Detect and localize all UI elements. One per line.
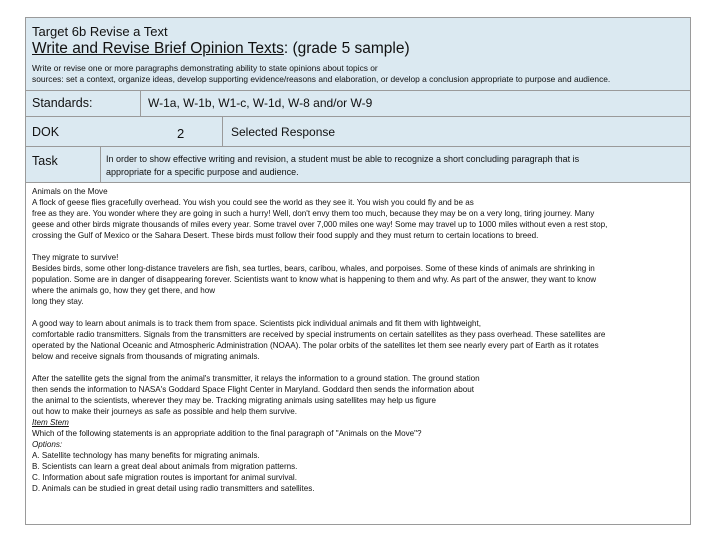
passage-line: then sends the information to NASA's Goddard Space Flight Center in Maryland. Goddard then sends the information about (32, 385, 475, 394)
description-line: Write or revise one or more paragraphs demonstrating ability to state opinions about topics or (32, 63, 378, 73)
claim-subtitle (32, 40, 410, 58)
passage-line: free as they are. You wonder where they are going in such a hurry! Well, don't envy them too much, because they may be on a very long, tiring journey. Many (32, 209, 595, 218)
passage-line: out how to make their journeys as safe as possible and help them survive. (32, 407, 297, 416)
passage-line: comfortable radio transmitters. Signals from the transmitters are received by special instruments on certain satellites as they pass overhead. These satellites are (32, 330, 606, 339)
item-stem: Which of the following statements is an appropriate addition to the final paragraph of "Animals on the Move"? (32, 429, 422, 438)
target-title: Target 6b Revise a Text (32, 24, 168, 39)
task-line: In order to show effective writing and revision, a student must be able to recognize a short concluding paragraph that is (106, 154, 580, 164)
dok-row (26, 117, 690, 147)
passage-paragraph-4 (32, 373, 687, 494)
passage-line: geese and other birds migrate thousands of miles every year. Some travel over 7,000 miles one way! Some may travel up to 1000 miles without even a rest stop, (32, 220, 608, 229)
passage-line: A good way to learn about animals is to track them from space. Scientists pick individual animals and fit them with lightweight, (32, 319, 481, 328)
claim-subtitle-suffix: : (grade 5 sample) (283, 40, 410, 57)
passage-line: After the satellite gets the signal from the animal's transmitter, it relays the information to a ground station. The ground station (32, 374, 480, 383)
item-stem-label: Item Stem (32, 418, 69, 427)
passage-title: Animals on the Move (32, 187, 108, 196)
option-c: C. Information about safe migration routes is important for animal survival. (32, 473, 297, 482)
task-line: appropriate for a specific purpose and audience. (106, 167, 299, 177)
passage-paragraph-3 (32, 318, 687, 362)
standards-label: Standards: (32, 96, 93, 110)
task-label: Task (32, 154, 58, 168)
item-type: Selected Response (231, 125, 336, 139)
passage-line: below and receive signals from thousands of migrating animals. (32, 352, 260, 361)
dok-value: 2 (177, 126, 185, 141)
passage-line: population. Some are in danger of disappearing forever. Scientists want to know what is happening to them and why. As part of the answer, they want to know (32, 275, 597, 284)
passage-line: where the animals go, how they get there, and how (32, 286, 216, 295)
column-divider (100, 147, 101, 183)
column-divider (222, 117, 223, 147)
passage-line: crossing the Gulf of Mexico or the Sahara Desert. These birds must follow their food supply and they must return to certain locations to breed. (32, 231, 539, 240)
passage-line: They migrate to survive! (32, 253, 119, 262)
dok-label: DOK (32, 125, 60, 139)
option-b: B. Scientists can learn a great deal about animals from migration patterns. (32, 462, 298, 471)
passage-paragraph-1 (32, 186, 687, 241)
task-description (106, 153, 579, 179)
option-a: A. Satellite technology has many benefits for migrating animals. (32, 451, 260, 460)
passage-paragraph-2 (32, 252, 687, 307)
target-description (32, 63, 682, 85)
description-line: sources: set a context, organize ideas, develop supporting evidence/reasons and elaboration, or develop a conclusion appropriate to purpose and audience. (32, 74, 611, 84)
option-d: D. Animals can be studied in great detail using radio transmitters and satellites. (32, 484, 315, 493)
options-label: Options: (32, 440, 63, 449)
passage-line: Besides birds, some other long-distance travelers are fish, sea turtles, bears, caribou, whales, and porpoises. Some of these kinds of animals are shrinking in (32, 264, 595, 273)
passage-line: the animal to the scientists, wherever they may be. Tracking migrating animals using satellites may help us figure (32, 396, 436, 405)
passage-body (32, 186, 687, 505)
claim-subtitle-main: Write and Revise Brief Opinion Texts (32, 40, 284, 57)
passage-line: A flock of geese flies gracefully overhead. You wish you could see the world as they see it. You wish you could fly and be as (32, 198, 474, 207)
standards-value: W-1a, W-1b, W1-c, W-1d, W-8 and/or W-9 (148, 96, 373, 110)
passage-line: long they stay. (32, 297, 84, 306)
passage-line: operated by the National Oceanic and Atmospheric Administration (NOAA). The polar orbits of the satellites let them see nearly every part of Earth as it rotates (32, 341, 599, 350)
